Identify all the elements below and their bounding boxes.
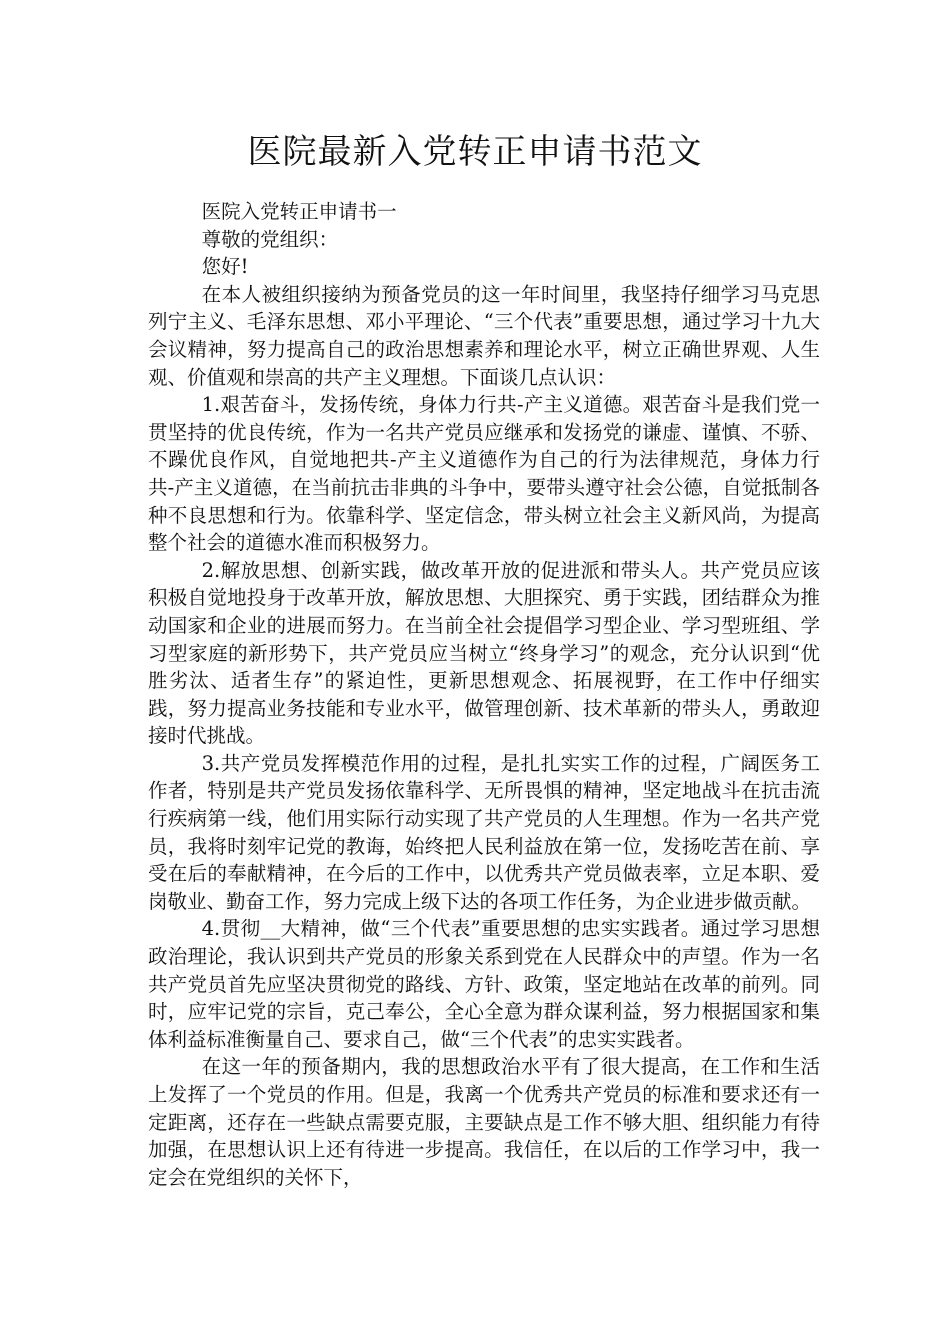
- document-subtitle: 医院入党转正申请书一: [201, 200, 397, 223]
- paragraph-point-4: 4.贯彻__大精神，做“三个代表”重要思想的忠实实践者。通过学习思想政治理论，我认识到共产党员的形象关系到党在人民群众中的声望。作为一名共产党员首先应坚决贯彻党的路线、方针、政策，坚定地站在改革的前列。同时，应牢记党的宗旨，克己奉公，全心全意为群众谋利益，努力根据国家和集体利益标准衡量自己、要求自己，做“三个代表”的忠实实践者。: [148, 917, 820, 1051]
- paragraph-summary: 在这一年的预备期内，我的思想政治水平有了很大提高，在工作和生活上发挥了一个党员的作用。但是，我离一个优秀共产党员的标准和要求还有一定距离，还存在一些缺点需要克服，主要缺点是工作不够大胆、组织能力有待加强，在思想认识上还有待进一步提高。我信任，在以后的工作学习中，我一定会在党组织的关怀下，: [148, 1055, 820, 1189]
- paragraph-intro: 在本人被组织接纳为预备党员的这一年时间里，我坚持仔细学习马克思列宁主义、毛泽东思想、邓小平理论、“三个代表”重要思想，通过学习十九大会议精神，努力提高自己的政治思想素养和理论水平，树立正确世界观、人生观、价值观和崇高的共产主义理想。下面谈几点认识：: [148, 282, 820, 389]
- document-title: 医院最新入党转正申请书范文: [247, 132, 703, 172]
- paragraph-point-3: 3.共产党员发挥模范作用的过程，是扎扎实实工作的过程，广阔医务工作者，特别是共产党员发扬依靠科学、无所畏惧的精神，坚定地战斗在抗击流行疾病第一线，他们用实际行动实现了共产党员的人生理想。作为一名共产党员，我将时刻牢记党的教诲，始终把人民利益放在第一位，发扬吃苦在前、享受在后的奉献精神，在今后的工作中，以优秀共产党员做表率，立足本职、爱岗敬业、勤奋工作，努力完成上级下达的各项工作任务，为企业进步做贡献。: [148, 751, 820, 913]
- paragraph-point-2: 2.解放思想、创新实践，做改革开放的促进派和带头人。共产党员应该积极自觉地投身于改革开放，解放思想、大胆探究、勇于实践，团结群众为推动国家和企业的进展而努力。在当前全社会提倡学习型企业、学习型班组、学习型家庭的新形势下，共产党员应当树立“终身学习”的观念，充分认识到“优胜劣汰、适者生存”的紧迫性，更新思想观念、拓展视野，在工作中仔细实践，努力提高业务技能和专业水平，做管理创新、技术革新的带头人，勇敢迎接时代挑战。: [148, 558, 820, 748]
- salutation: 尊敬的党组织：: [201, 227, 339, 251]
- greeting: 您好!: [201, 255, 249, 279]
- paragraph-point-1: 1.艰苦奋斗，发扬传统，身体力行共-产主义道德。艰苦奋斗是我们党一贯坚持的优良传统，作为一名共产党员应继承和发扬党的谦虚、谨慎、不骄、不躁优良作风，自觉地把共-产主义道德作为自己的行为法律规范，身体力行共-产主义道德，在当前抗击非典的斗争中，要带头遵守社会公德，自觉抵制各种不良思想和行为。依靠科学、坚定信念，带头树立社会主义新风尚，为提高整个社会的道德水准而积极努力。: [148, 393, 820, 555]
- document-body: [148, 198, 820, 1191]
